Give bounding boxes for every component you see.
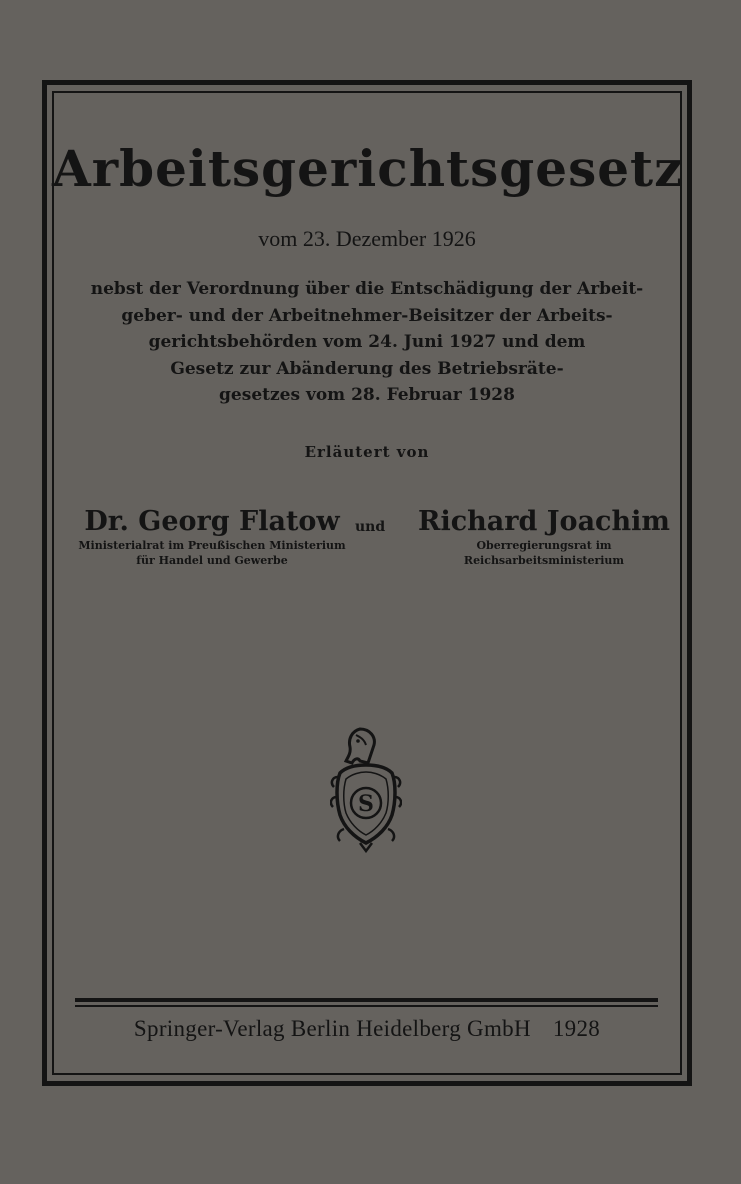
- subtitle-line: geber- und der Arbeitnehmer-Beisitzer der Arbeits-: [121, 305, 613, 326]
- author-name: Dr. Georg Flatow: [84, 506, 340, 537]
- explained-by: Erläutert von: [304, 443, 430, 461]
- springer-horse-crest-icon: [330, 727, 402, 853]
- book-title: Arbeitsgerichtsgesetz: [52, 139, 684, 198]
- publisher-name: Springer-Verlag Berlin Heidelberg GmbH: [133, 1016, 531, 1041]
- author-name: Richard Joachim: [418, 506, 670, 537]
- subtitle-line: gesetzes vom 28. Februar 1928: [219, 385, 515, 405]
- law-date: vom 23. Dezember 1926: [258, 226, 476, 251]
- divider-thick: [75, 998, 658, 1002]
- subtitle: [52, 276, 682, 409]
- publisher-line: [52, 1016, 682, 1042]
- divider-thin: [75, 1005, 658, 1007]
- author-role: Reichsarbeitsministerium: [463, 554, 625, 567]
- title-page: [52, 91, 682, 1075]
- author-role: Ministerialrat im Preußischen Ministerium: [78, 539, 346, 552]
- author-flatow: [62, 506, 362, 568]
- publication-year: 1928: [552, 1016, 601, 1041]
- author-joachim: [394, 506, 694, 568]
- subtitle-line: Gesetz zur Abänderung des Betriebsräte-: [170, 358, 564, 379]
- author-role: für Handel und Gewerbe: [136, 554, 288, 567]
- subtitle-line: gerichtsbehörden vom 24. Juni 1927 und dem: [148, 332, 586, 352]
- conjunction: und: [355, 519, 386, 535]
- subtitle-line: nebst der Verordnung über die Entschädigung der Arbeit-: [90, 279, 644, 299]
- author-role: Oberregierungsrat im: [476, 539, 612, 552]
- emblem-letter: S: [358, 791, 374, 817]
